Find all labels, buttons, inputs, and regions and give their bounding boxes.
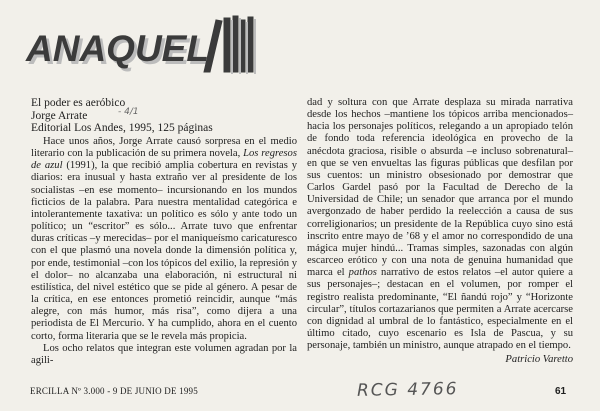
- right-text-a: dad y soltura con que Arrate desplaza su mirada narrativa desde los hechos –mantiene los tópicos arriba mencionados– hacia los personajes políticos, relegando a un apropiado telón de fondo toda referencia ideológica en provecho de la anécdota graciosa, risible o absurda –e incluso sobrenatural– en que se ven envueltas las figuras públicas que desfilan por sus cuentos: un ministro obsesionado por demostrar que Carlos Gardel pasó por la Facultad de Derecho de la Universidad de Chile; un senador que arranca por el mundo avergonzado de haber perdido la reelección a causa de sus correligionarios; un presidente de la República cuyo sino está inscrito entre mayo de ’68 y el amor no correspondido de una mágica mujer hindú... Tramas simples, sazonadas con algún escarceo erótico y con una nota de genuina humanidad que marca el: [307, 97, 573, 279]
- issue-line: ERCILLA Nº 3.000 - 9 DE JUNIO DE 1995: [30, 386, 198, 396]
- books-icon: [198, 14, 262, 74]
- pathos-word: pathos: [348, 267, 377, 279]
- page-number: 61: [555, 386, 567, 397]
- page-footer: [0, 379, 600, 404]
- masthead: [22, 14, 272, 76]
- left-paragraph-1: [31, 136, 297, 343]
- right-column: [307, 97, 573, 366]
- book-title: Los regresos de azul: [31, 148, 297, 172]
- right-text-b: narrativo de estos relatos –el autor quiere a sus personajes–; destacan en el volumen, por romper el registro realista predominante, “El ñandú rojo” y “Horizonte circular”, títulos cortazarianos que permiten a Arrate acercarse con dignidad al umbral de lo fantástico, especialmente en el último citado, cuyo escenario es Isla de Pascua, y su personaje, también un ministro, aunque atrapado en el tiempo.: [307, 267, 574, 352]
- handwritten-annotation: - 4/1: [118, 107, 139, 117]
- left-p1-start: Hace unos años, Jorge Arrate causó sorpresa en el medio literario con la publicación de su primera novela,: [31, 136, 297, 160]
- archive-stamp: RCG 4766: [356, 379, 459, 401]
- right-paragraph: [307, 97, 573, 352]
- left-paragraph-2: Los ocho relatos que integran este volumen agradan por la agili-: [31, 342, 297, 366]
- review-publisher: Editorial Los Andes, 1995, 125 páginas: [31, 122, 213, 134]
- left-column: [31, 136, 297, 367]
- review-heading: El poder es aeróbico: [31, 97, 126, 109]
- left-p1-rest: (1991), la que recibió amplia cobertura en revistas y diarios: era inusual y hasta extraño ver al presidente de los socialistas –en ese momento– incursionando en los mundos ficticios de la palabra. Para nuestra mentalidad categórica e intolerantemente taxativa: un político es sólo y ante todo un político; un “escritor” es sólo... Arrate tuvo que enfrentar duras críticas –y merecidas– por el maniqueísmo caricaturesco con el que plasmó una novela donde la dimensión política y, por ende, testimonial –con los tópicos del exilio, la represión y el dolor– no alcanzaba una elaboración, ni estructural ni estilística, del nivel estético que se pide al género. A pesar de la crítica, en ese entonces prometió reincidir, aunque “más alegre, con más humor, más risa”, como dijera a una periodista de El Mercurio. Y ha cumplido, ahora en el cuento corto, forma literaria que se le revela más propicia.: [31, 160, 297, 342]
- review-author: Jorge Arrate: [31, 109, 88, 122]
- masthead-title: ANAQUEL: [26, 28, 209, 69]
- review-signature: Patricio Varetto: [505, 354, 573, 366]
